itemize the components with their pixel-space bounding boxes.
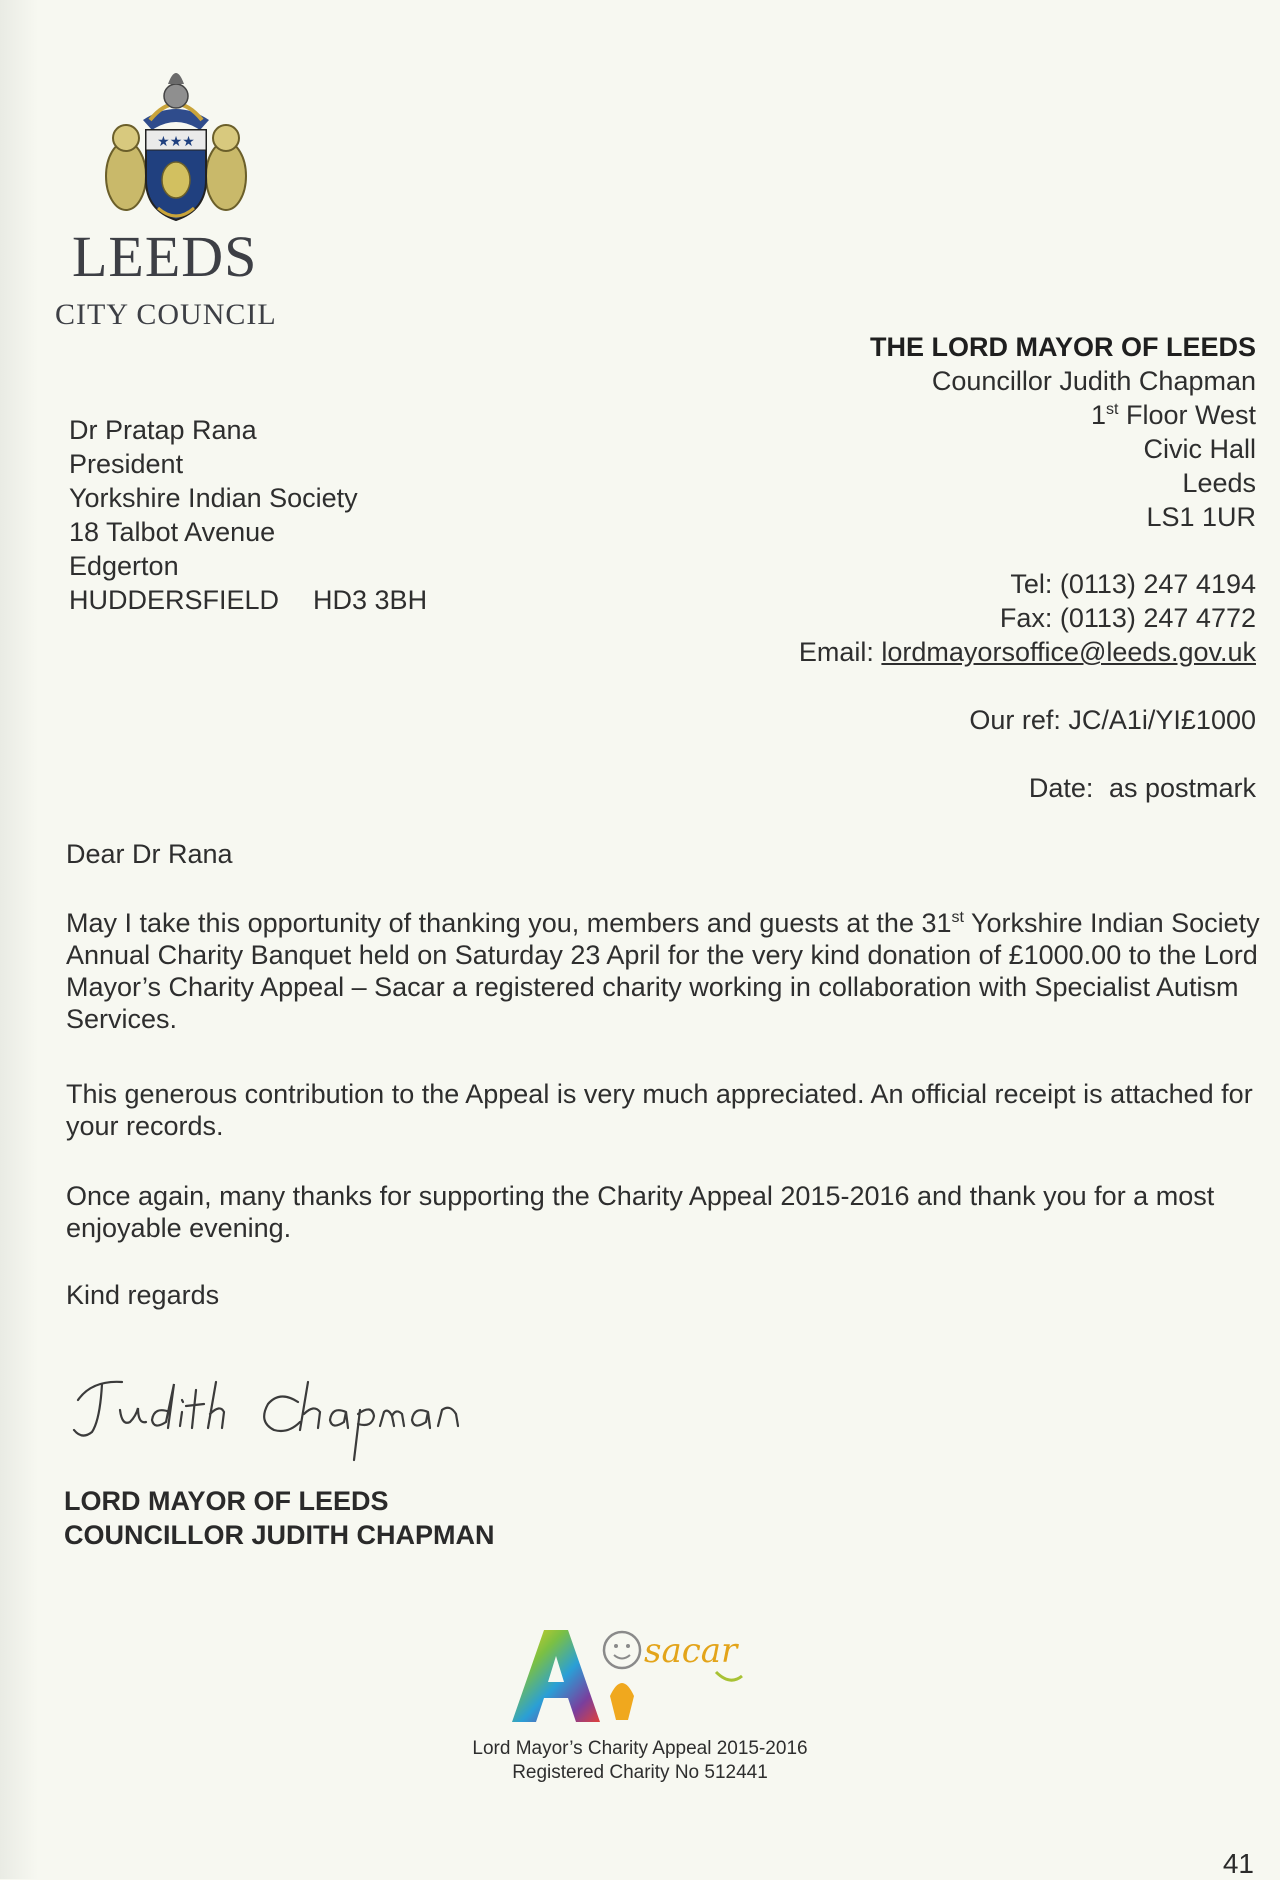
sacar-logo [604,1631,742,1720]
recipient-name: Dr Pratap Rana [69,415,257,445]
email-link[interactable]: lordmayorsoffice@leeds.gov.uk [881,637,1256,667]
org-name: LEEDS [72,224,258,289]
recipient-town-line [69,583,427,617]
paragraph-3: Once again, many thanks for supporting the Charity Appeal 2015-2016 and thank you for a most enjoyable evening. [66,1181,1215,1243]
signoff-title: LORD MAYOR OF LEEDS [64,1486,389,1516]
footer-charity-no: Registered Charity No 512441 [512,1762,768,1783]
email-line: Email: lordmayorsoffice@leeds.gov.uk [798,637,1256,667]
sender-block [870,330,1256,534]
charity-logos [510,1628,790,1728]
svg-text:★★★: ★★★ [157,134,195,150]
signoff-name: COUNCILLOR JUDITH CHAPMAN [64,1520,495,1550]
signature [62,1360,492,1470]
recipient-address [69,413,427,617]
recipient-town: HUDDERSFIELD [69,585,280,615]
svg-text:sacar: sacar [644,1631,738,1671]
fax: Fax: (0113) 247 4772 [999,603,1256,633]
paragraph-2: This generous contribution to the Appeal is very much appreciated. An official receipt is attached for your records. [66,1079,1253,1141]
footer-appeal: Lord Mayor’s Charity Appeal 2015-2016 [472,1738,808,1759]
signoff [64,1484,494,1552]
recipient-role: President [69,449,184,479]
recipient-org: Yorkshire Indian Society [69,483,358,513]
closing: Kind regards [66,1280,220,1310]
contact-block [799,567,1256,669]
leeds-coat-of-arms-icon [88,58,264,228]
sender-floor: 1st Floor West [1090,400,1256,430]
sender-postcode: LS1 1UR [1146,502,1256,532]
recipient-postcode: HD3 3BH [313,585,428,615]
specialist-autism-logo [512,1630,600,1722]
paragraph-1: May I take this opportunity of thanking you, members and guests at the 31st Yorkshire Indian Society Annual Charity Banquet held on Saturday 23 April for the very kind donation of £1000.00 to the Lord Mayor’s Charity Appeal – Sacar a registered charity working in collaboration with Specialist Autism Services. [66,908,1260,1034]
sender-building: Civic Hall [1143,434,1256,464]
sender-city: Leeds [1182,468,1256,498]
sender-name: Councillor Judith Chapman [931,366,1256,396]
tel: Tel: (0113) 247 4194 [1010,569,1256,599]
org-subtitle: CITY COUNCIL [55,298,277,331]
date-line: Date: as postmark [1028,773,1256,803]
recipient-street: 18 Talbot Avenue [69,517,276,547]
page-edge-shadow [0,0,38,1879]
our-ref: Our ref: JC/A1i/YI£1000 [969,705,1256,735]
salutation: Dear Dr Rana [66,839,233,869]
sender-title: THE LORD MAYOR OF LEEDS [869,332,1256,362]
page-number: 41 [1222,1848,1254,1879]
recipient-district: Edgerton [69,551,179,581]
